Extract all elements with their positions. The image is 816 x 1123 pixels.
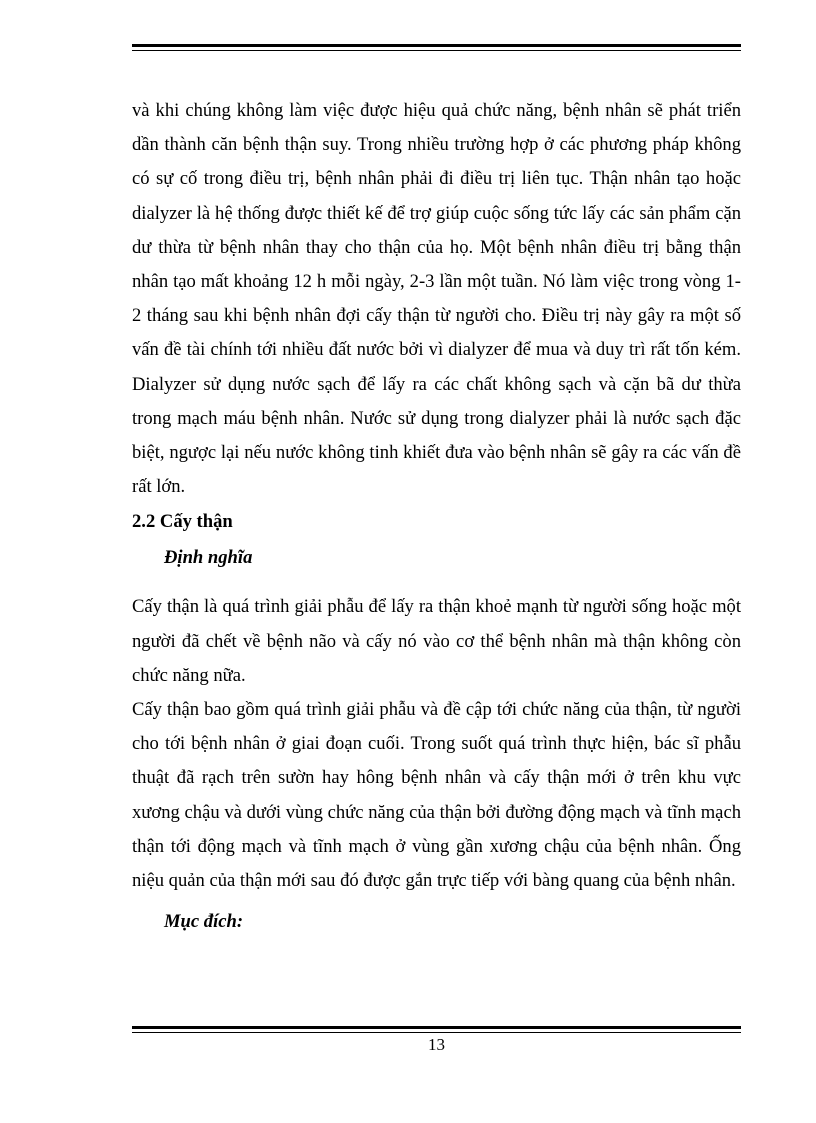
section-heading: 2.2 Cấy thận bbox=[132, 511, 233, 533]
header-rule bbox=[132, 44, 741, 51]
paragraph-procedure: Cấy thận bao gồm quá trình giải phẫu và đề cập tới chức năng của thận, từ người cho tới bệnh nhân ở giai đoạn cuối. Trong suốt quá trình thực hiện, bác sĩ phẫu thuật đã rạch trên sườn hay hông bệnh nhân và cấy thận mới ở trên khu vực xương chậu và dưới vùng chức năng của thận bởi đường động mạch và tĩnh mạch thận tới động mạch và tĩnh mạch ở vùng gần xương chậu của bệnh nhân. Ống niệu quản của thận mới sau đó được gắn trực tiếp với bàng quang của bệnh nhân. bbox=[132, 699, 741, 892]
paragraph-definition: Cấy thận là quá trình giải phẫu để lấy ra thận khoẻ mạnh từ người sống hoặc một người đã chết về bệnh não và cấy nó vào cơ thể bệnh nhân mà thận không còn chức năng nữa. bbox=[132, 596, 741, 686]
paragraph-dialyzer: và khi chúng không làm việc được hiệu quả chức năng, bệnh nhân sẽ phát triển dần thành căn bệnh thận suy. Trong nhiều trường hợp ở các phương pháp không có sự cố trong điều trị, bệnh nhân phải đi điều trị liên tục. Thận nhân tạo hoặc dialyzer là hệ thống được thiết kế để trợ giúp cuộc sống tức lấy các sản phẩm cặn dư thừa từ bệnh nhân thay cho thận của họ. Một bệnh nhân điều trị bằng thận nhân tạo mất khoảng 12 h mỗi ngày, 2-3 lần một tuần. Nó làm việc trong vòng 1-2 tháng sau khi bệnh nhân đợi cấy thận từ người cho. Điều trị này gây ra một số vấn đề tài chính tới nhiều đất nước bởi vì dialyzer để mua và duy trì rất tốn kém. Dialyzer sử dụng nước sạch để lấy ra các chất không sạch và cặn bã dư thừa trong mạch máu bệnh nhân. Nước sử dụng trong dialyzer phải là nước sạch đặc biệt, ngược lại nếu nước không tinh khiết đưa vào bệnh nhân sẽ gây ra các vấn đề rất lớn. bbox=[132, 100, 741, 498]
page-number: 13 bbox=[428, 1035, 445, 1054]
footer-rule bbox=[132, 1026, 741, 1033]
page-body bbox=[132, 94, 741, 940]
purpose-subheading: Mục đích: bbox=[164, 911, 244, 933]
definition-subheading: Định nghĩa bbox=[164, 547, 253, 569]
